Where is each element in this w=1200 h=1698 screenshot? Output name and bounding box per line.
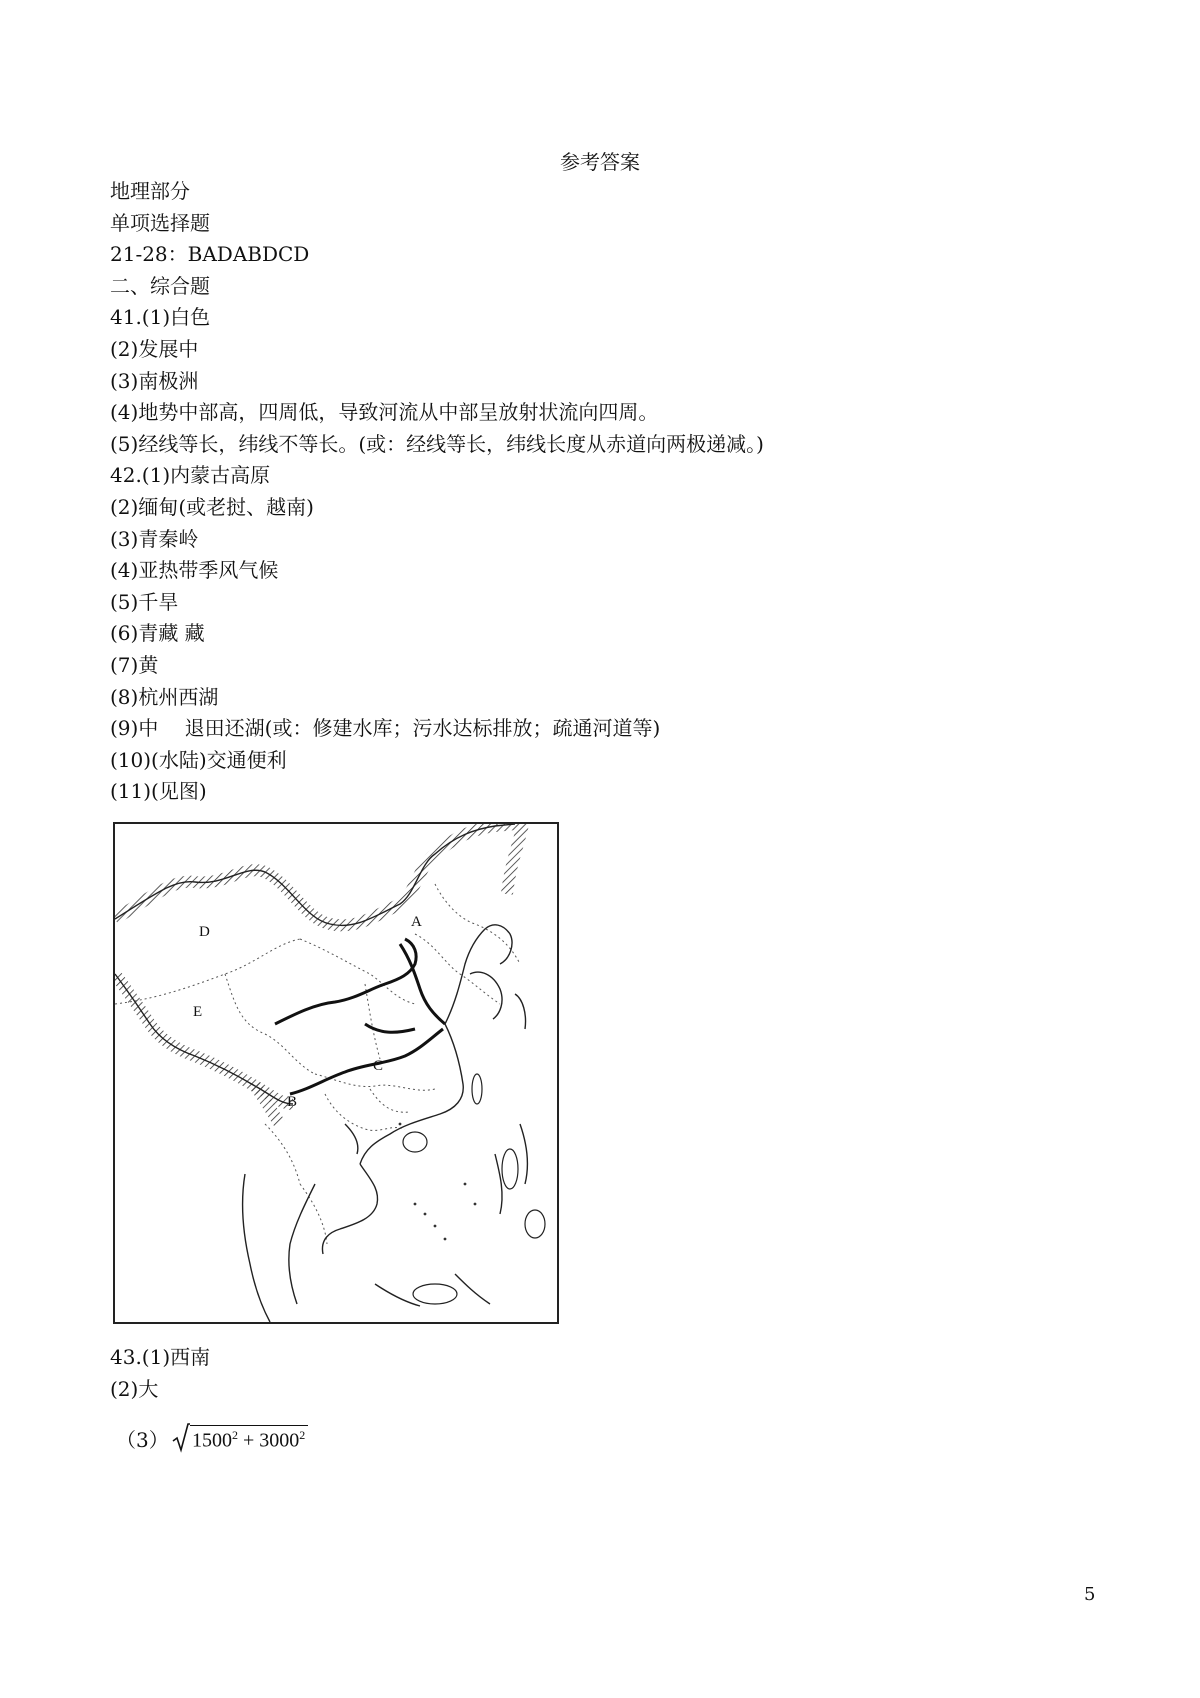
exponent-1: 2 (232, 1428, 238, 1442)
formula-label: （3） (116, 1427, 169, 1452)
answer-line: 41.(1)白色 (110, 305, 211, 330)
answer-line: (3)青秦岭 (110, 526, 199, 551)
answer-line: 单项选择题 (110, 210, 210, 235)
answer-line: (2)大 (110, 1376, 159, 1401)
answer-line: 42.(1)内蒙古高原 (110, 463, 271, 488)
formula-row (116, 1418, 308, 1458)
answer-line: 43.(1)西南 (110, 1345, 211, 1369)
north-border (115, 824, 523, 925)
map-figure (113, 822, 559, 1324)
map-svg (115, 824, 557, 1322)
answer-line: (5)经线等长，纬线不等长。(或：经线等长，纬线长度从赤道向两极递减。) (110, 431, 764, 456)
answer-line: (3)南极洲 (110, 368, 199, 393)
map-label-c: C (373, 1058, 384, 1074)
answer-line: (11)(见图) (110, 779, 207, 804)
map-label-e: E (193, 1004, 203, 1020)
answer-list-bottom (110, 1342, 1110, 1405)
answer-line: 二、综合题 (110, 273, 210, 298)
answer-line: (4)地势中部高，四周低，导致河流从中部呈放射状流向四周。 (110, 400, 659, 425)
exponent-2: 2 (299, 1428, 306, 1442)
plus-sign: + (238, 1429, 260, 1452)
answer-line: (2)发展中 (110, 336, 199, 361)
answer-line: (9)中 退田还湖(或：修建水库；污水达标排放；疏通河道等) (110, 716, 661, 741)
radicand (190, 1425, 308, 1453)
answer-line: (5)千旱 (110, 589, 179, 614)
term-2: 3000 (259, 1429, 300, 1452)
sqrt-formula (172, 1423, 308, 1453)
map-label-b: B (287, 1094, 298, 1110)
radical-sign (172, 1423, 190, 1453)
answer-line: (7)黄 (110, 652, 159, 677)
answer-line: 地理部分 (110, 179, 190, 203)
answer-line: (8)杭州西湖 (110, 684, 219, 709)
answer-line: (6)青藏 藏 (110, 621, 205, 646)
west-border (115, 974, 293, 1104)
answer-line: (2)缅甸(或老挝、越南) (110, 494, 314, 519)
page-number: 5 (1084, 1584, 1096, 1605)
page-title: 参考答案 (560, 150, 640, 174)
map-label-d: D (199, 924, 210, 940)
answer-line: (10)(水陆)交通便利 (110, 747, 287, 772)
map-label-a: A (411, 914, 422, 930)
answer-line: 21-28：BADABDCD (110, 242, 310, 267)
answer-line: (4)亚热带季风气候 (110, 558, 279, 583)
term-1: 1500 (192, 1429, 232, 1452)
answer-list-top (110, 176, 1110, 808)
